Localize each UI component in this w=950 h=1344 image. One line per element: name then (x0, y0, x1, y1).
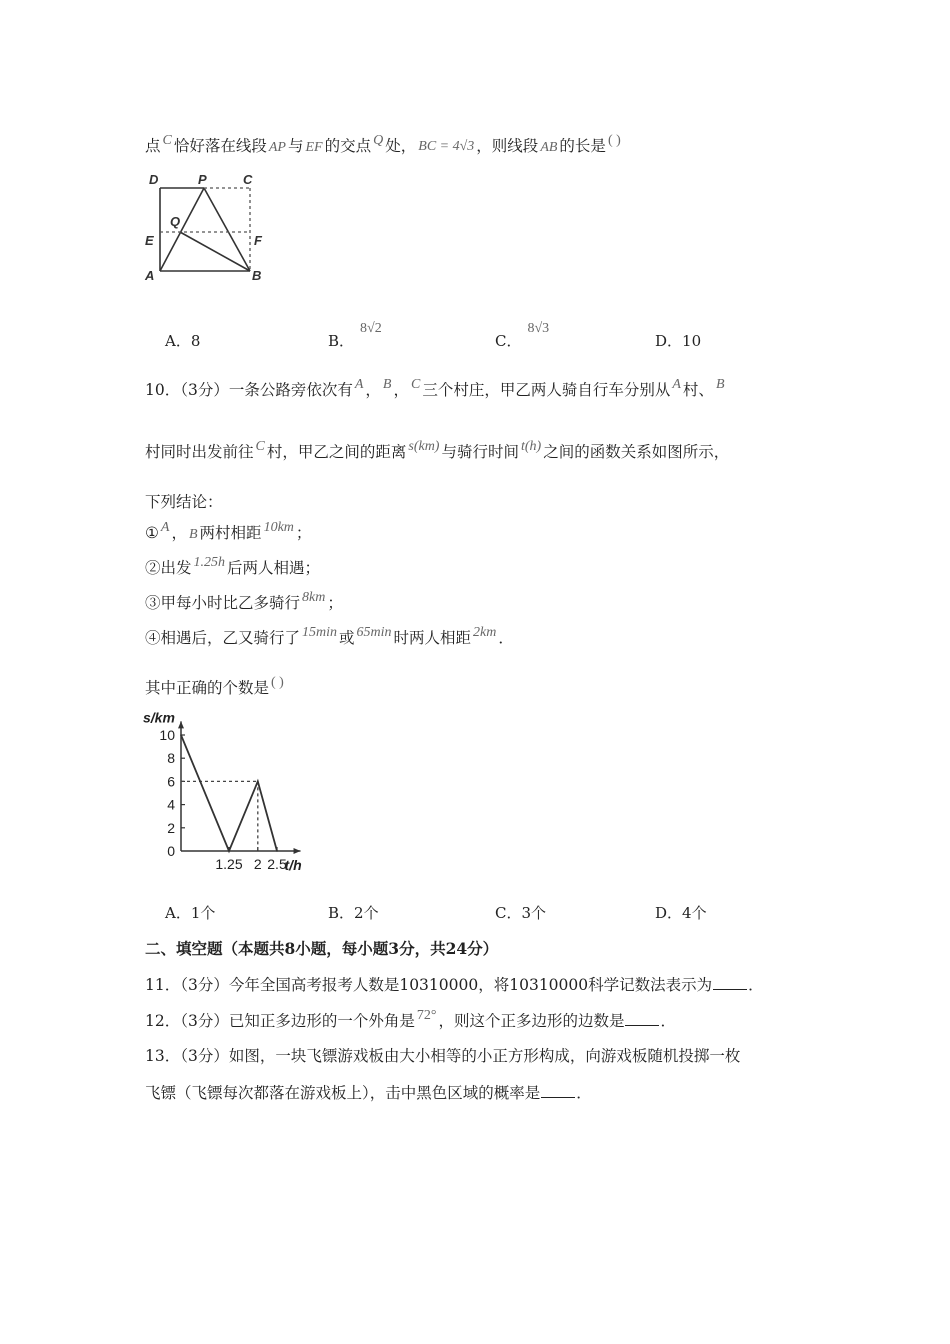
series-line (181, 735, 277, 851)
answer-blank[interactable] (713, 977, 747, 990)
q10-ask (145, 676, 286, 698)
option-value: 2个 (354, 904, 379, 922)
option-value: 1个 (190, 904, 216, 922)
var-distance: 10km (263, 520, 294, 535)
var-angle: 72° (416, 1008, 437, 1023)
option-letter: B． (328, 904, 355, 922)
q10-text: 与骑行时间 (441, 443, 519, 461)
var-time: 65min (356, 625, 392, 640)
x-axis-arrow (294, 848, 301, 854)
answer-blank[interactable] (625, 1013, 659, 1026)
var-a: A (354, 377, 364, 392)
q10-conclusion-2 (145, 556, 320, 578)
data-point (276, 850, 278, 852)
q10-text: 村、 (682, 381, 714, 399)
option-letter: A． (165, 332, 191, 350)
q10-stem-line2 (145, 440, 729, 462)
q10-text: 之间的函数关系如图所示， (543, 443, 730, 461)
option-letter: C． (495, 904, 522, 922)
var-q: Q (373, 133, 384, 148)
y-tick-label: 10 (159, 727, 175, 743)
q11-text: ． (748, 976, 764, 994)
q10-text: ； (327, 594, 343, 612)
q9-geometry-figure (140, 168, 275, 286)
var-b: B (188, 527, 198, 542)
q10-function-graph (138, 705, 338, 875)
section-heading: 二、填空题（本题共8小题，每小题3分，共24分） (145, 939, 499, 958)
q9-stem (145, 134, 623, 156)
q10-text: 村同时出发前往 (145, 443, 254, 461)
option-letter: B． (328, 332, 355, 350)
q10-option-c[interactable] (495, 902, 546, 923)
q10-text: ， (393, 381, 409, 399)
q10-text: 村，甲乙之间的距离 (266, 443, 407, 461)
q10-text: ②出发 (145, 559, 192, 577)
q11-text: 11．（3分）今年全国高考报考人数是10310000，将10310000科学记数法表示为 (145, 976, 713, 994)
q10-text: 或 (339, 629, 355, 647)
q13-line1: 13．（3分）如图，一块飞镖游戏板由大小相等的小正方形构成，向游戏板随机投掷一枚 (145, 1047, 741, 1065)
q9-option-b[interactable] (328, 321, 384, 351)
edge-ap (160, 188, 204, 271)
q10-text: ； (295, 524, 312, 542)
q9-text: 恰好落在线段 (173, 137, 267, 155)
q10-text: 两村相距 (199, 524, 262, 542)
q10-stem-line1 (145, 378, 727, 400)
y-tick-label: 2 (167, 819, 175, 836)
q10-text: 后两人相遇； (227, 559, 321, 577)
q12-text: ，则这个正多边形的边数是 (438, 1012, 625, 1030)
q11 (145, 973, 764, 995)
label-c: C (243, 172, 253, 187)
q9-text: 点 (145, 137, 161, 155)
x-tick-label: 2 (253, 856, 262, 872)
option-value: 4个 (682, 904, 707, 922)
q10-text: 三个村庄，甲乙两人骑自行车分别从 (422, 381, 671, 399)
q10-conclusions-intro: 下列结论： (145, 493, 223, 511)
option-letter: A． (165, 904, 191, 922)
q12-text: 12．（3分）已知正多边形的一个外角是 (145, 1012, 415, 1030)
q10-text: ① (145, 524, 159, 542)
var-distance: 8km (302, 590, 326, 605)
data-point (180, 734, 182, 736)
q10-text: ． (498, 629, 514, 647)
var-b: B (715, 377, 725, 392)
answer-paren: ( ) (271, 675, 284, 690)
q10-text: 时两人相距 (393, 629, 472, 647)
q13-text: ． (576, 1084, 592, 1102)
q10-text: ， (171, 524, 187, 542)
q10-text: 10．（3分）一条公路旁依次有 (145, 381, 353, 399)
q10-conclusion-1 (145, 521, 311, 543)
q10-conclusion-3 (145, 591, 343, 613)
option-value: 3个 (521, 904, 547, 922)
var-b: B (382, 377, 392, 392)
var-ap: AP (268, 140, 286, 155)
label-d: D (149, 172, 159, 187)
data-point (257, 781, 259, 783)
q9-option-a[interactable] (165, 330, 200, 351)
q9-text: 与 (287, 137, 304, 155)
var-s: s(km) (408, 439, 440, 454)
q10-option-b[interactable] (328, 902, 379, 923)
q10-option-a[interactable] (165, 902, 215, 923)
var-time: 15min (302, 625, 338, 640)
q9-text: 的交点 (324, 137, 372, 155)
label-a: A (145, 268, 155, 283)
q10-text: 其中正确的个数是 (145, 679, 270, 697)
option-value: 8 (190, 332, 201, 350)
var-a: A (672, 377, 681, 392)
y-tick-label: 6 (167, 773, 175, 790)
var-time: 1.25h (193, 555, 226, 570)
q10-text: ④相遇后，乙又骑行了 (145, 629, 301, 647)
option-value: 10 (682, 332, 702, 350)
data-point (228, 850, 230, 852)
x-tick-label: 2.5 (267, 856, 287, 872)
q9-option-c[interactable] (495, 321, 551, 351)
q10-text: ③甲每小时比乙多骑行 (145, 594, 301, 612)
var-c: C (162, 133, 172, 148)
var-ef: EF (305, 140, 323, 155)
var-c: C (411, 377, 421, 392)
q12-text: ． (660, 1012, 676, 1030)
label-p: P (198, 172, 207, 187)
var-c: C (255, 439, 265, 454)
option-value: 8√3 (527, 321, 550, 336)
option-value: 8√2 (360, 321, 382, 336)
var-ab: AB (540, 140, 558, 155)
q9-text: ，则线段 (476, 137, 539, 155)
label-b: B (252, 268, 262, 283)
answer-blank[interactable] (541, 1085, 575, 1098)
y-tick-label: 0 (167, 843, 175, 859)
formula-bc: BC = 4√3 (418, 139, 475, 154)
answer-paren: ( ) (607, 133, 621, 148)
var-a: A (160, 520, 170, 535)
q9-option-d[interactable] (655, 330, 701, 351)
label-f: F (254, 233, 262, 248)
option-letter: D． (655, 904, 683, 922)
q13-text: 飞镖（飞镖每次都落在游戏板上），击中黑色区域的概率是 (145, 1084, 541, 1102)
q12 (145, 1009, 676, 1031)
var-t: t(h) (521, 439, 542, 454)
x-axis-label: t/h (284, 857, 302, 873)
option-letter: C． (495, 332, 522, 350)
q9-text: 的长是 (559, 137, 606, 155)
var-distance: 2km (473, 625, 497, 640)
y-axis-arrow (178, 721, 184, 728)
label-e: E (145, 233, 154, 248)
q13-line2 (145, 1081, 592, 1103)
x-tick-label: 1.25 (215, 856, 243, 872)
y-tick-label: 4 (167, 796, 175, 813)
option-letter: D． (655, 332, 683, 350)
y-axis-label: s/km (143, 709, 175, 726)
q10-conclusion-4 (145, 626, 514, 648)
y-tick-label: 8 (167, 750, 175, 767)
q10-option-d[interactable] (655, 902, 707, 923)
q10-text: ， (365, 381, 381, 399)
label-q: Q (170, 214, 181, 229)
q9-text: 处， (385, 137, 417, 155)
